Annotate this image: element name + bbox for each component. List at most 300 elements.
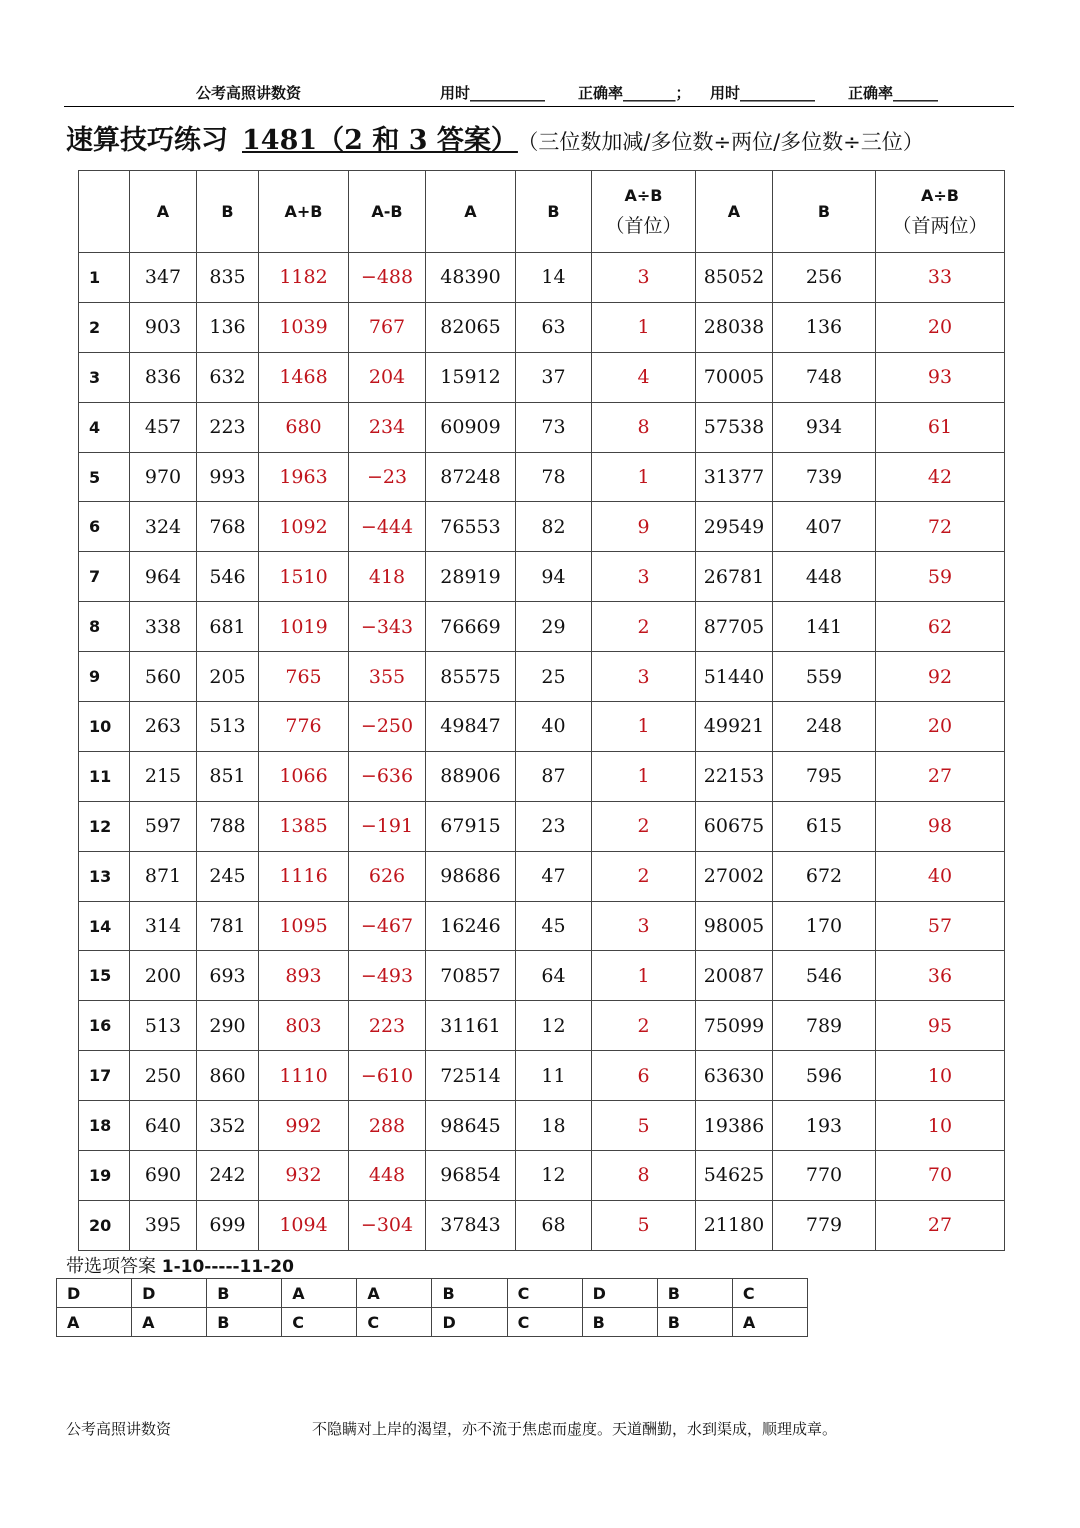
table-row xyxy=(79,602,1005,652)
table-cell: 19386 xyxy=(696,1101,773,1151)
option-answer-cell: D xyxy=(132,1279,207,1308)
table-cell: 72514 xyxy=(426,1051,516,1101)
table-cell: 248 xyxy=(773,702,876,752)
table-cell: 40 xyxy=(876,851,1005,901)
table-cell: 205 xyxy=(197,652,259,702)
column-header-label: A÷B xyxy=(624,186,663,205)
column-header-3 xyxy=(259,171,349,253)
option-answer-cell: C xyxy=(732,1279,807,1308)
header-accuracy-1: 正确率_______； xyxy=(578,84,691,102)
table-cell: 49921 xyxy=(696,702,773,752)
table-cell: 1 xyxy=(592,302,696,352)
table-cell: 68 xyxy=(516,1200,592,1250)
footer-brand: 公考高照讲数资 xyxy=(66,1420,172,1438)
table-cell: 223 xyxy=(349,1001,426,1051)
table-cell: 8 xyxy=(592,402,696,452)
table-cell: 14 xyxy=(516,253,592,303)
table-cell: 215 xyxy=(130,751,197,801)
row-index: 20 xyxy=(79,1200,130,1250)
table-cell: 96854 xyxy=(426,1151,516,1201)
table-cell: 49847 xyxy=(426,702,516,752)
option-answer-cell: C xyxy=(507,1308,582,1337)
table-cell: 98645 xyxy=(426,1101,516,1151)
row-index: 14 xyxy=(79,901,130,951)
header-time-2: 用时__________ xyxy=(710,84,816,102)
table-cell: 76669 xyxy=(426,602,516,652)
column-header-label: B xyxy=(547,201,560,221)
table-cell: 59 xyxy=(876,552,1005,602)
table-cell: 2 xyxy=(592,801,696,851)
table-cell: 78 xyxy=(516,452,592,502)
table-row xyxy=(79,851,1005,901)
table-cell: 200 xyxy=(130,951,197,1001)
table-cell: 836 xyxy=(130,352,197,402)
table-cell: 45 xyxy=(516,901,592,951)
table-cell: 768 xyxy=(197,502,259,552)
table-cell: 31377 xyxy=(696,452,773,502)
table-row xyxy=(79,1051,1005,1101)
option-answer-cell: D xyxy=(432,1308,507,1337)
table-cell: −444 xyxy=(349,502,426,552)
table-cell: 70 xyxy=(876,1151,1005,1201)
table-cell: 98005 xyxy=(696,901,773,951)
table-cell: 70005 xyxy=(696,352,773,402)
table-cell: 8 xyxy=(592,1151,696,1201)
title-number: 1481（2 和 3 答案） xyxy=(242,125,518,156)
page-footer xyxy=(66,1418,1006,1439)
table-cell: 835 xyxy=(197,253,259,303)
table-cell: −343 xyxy=(349,602,426,652)
header-divider xyxy=(64,106,1014,107)
column-header-sublabel: （首两位） xyxy=(892,215,988,237)
table-cell: 851 xyxy=(197,751,259,801)
table-cell: 699 xyxy=(197,1200,259,1250)
table-cell: 788 xyxy=(197,801,259,851)
table-cell: 347 xyxy=(130,253,197,303)
table-cell: 72 xyxy=(876,502,1005,552)
option-answer-cell: A xyxy=(357,1279,432,1308)
column-header-10 xyxy=(876,171,1005,253)
table-cell: 170 xyxy=(773,901,876,951)
table-cell: 1 xyxy=(592,702,696,752)
table-cell: 1 xyxy=(592,751,696,801)
table-cell: 680 xyxy=(259,402,349,452)
options-table xyxy=(56,1278,808,1337)
table-cell: 964 xyxy=(130,552,197,602)
table-row xyxy=(79,352,1005,402)
column-header-label: A xyxy=(156,201,170,221)
table-cell: 395 xyxy=(130,1200,197,1250)
table-cell: 615 xyxy=(773,801,876,851)
table-cell: 448 xyxy=(349,1151,426,1201)
table-cell: 193 xyxy=(773,1101,876,1151)
option-answer-cell: C xyxy=(282,1308,357,1337)
table-cell: 263 xyxy=(130,702,197,752)
table-row xyxy=(79,1101,1005,1151)
column-header-7 xyxy=(592,171,696,253)
column-header-label: A-B xyxy=(371,201,403,221)
table-cell: 87705 xyxy=(696,602,773,652)
table-cell: 18 xyxy=(516,1101,592,1151)
row-index: 3 xyxy=(79,352,130,402)
row-index: 10 xyxy=(79,702,130,752)
table-cell: 93 xyxy=(876,352,1005,402)
option-answer-cell: D xyxy=(582,1279,657,1308)
table-cell: 596 xyxy=(773,1051,876,1101)
table-cell: 57538 xyxy=(696,402,773,452)
row-index: 4 xyxy=(79,402,130,452)
table-cell: 970 xyxy=(130,452,197,502)
table-cell: 36 xyxy=(876,951,1005,1001)
table-cell: 314 xyxy=(130,901,197,951)
table-cell: 47 xyxy=(516,851,592,901)
table-cell: −191 xyxy=(349,801,426,851)
row-index: 19 xyxy=(79,1151,130,1201)
table-cell: 993 xyxy=(197,452,259,502)
table-cell: 87 xyxy=(516,751,592,801)
table-cell: 242 xyxy=(197,1151,259,1201)
table-cell: 3 xyxy=(592,652,696,702)
table-cell: 21180 xyxy=(696,1200,773,1250)
table-cell: 681 xyxy=(197,602,259,652)
table-cell: 22153 xyxy=(696,751,773,801)
row-index: 8 xyxy=(79,602,130,652)
table-cell: 28919 xyxy=(426,552,516,602)
column-header-label: B xyxy=(817,201,831,221)
options-title xyxy=(66,1252,294,1278)
table-cell: 1019 xyxy=(259,602,349,652)
table-cell: 934 xyxy=(773,402,876,452)
table-cell: 626 xyxy=(349,851,426,901)
table-cell: 5 xyxy=(592,1101,696,1151)
table-cell: 640 xyxy=(130,1101,197,1151)
table-row xyxy=(79,552,1005,602)
table-cell: 448 xyxy=(773,552,876,602)
table-cell: 288 xyxy=(349,1101,426,1151)
table-cell: 1039 xyxy=(259,302,349,352)
table-cell: 94 xyxy=(516,552,592,602)
table-cell: 76553 xyxy=(426,502,516,552)
table-cell: 62 xyxy=(876,602,1005,652)
table-cell: 789 xyxy=(773,1001,876,1051)
table-cell: 290 xyxy=(197,1001,259,1051)
table-cell: 204 xyxy=(349,352,426,402)
option-answer-cell: D xyxy=(57,1279,132,1308)
table-cell: 355 xyxy=(349,652,426,702)
table-row xyxy=(79,253,1005,303)
row-index: 12 xyxy=(79,801,130,851)
table-cell: 37843 xyxy=(426,1200,516,1250)
column-header-sublabel: （首位） xyxy=(605,215,682,237)
table-cell: 9 xyxy=(592,502,696,552)
table-cell: −488 xyxy=(349,253,426,303)
table-row xyxy=(79,502,1005,552)
table-row xyxy=(79,652,1005,702)
table-cell: 20087 xyxy=(696,951,773,1001)
page-header xyxy=(64,80,1014,104)
table-cell: 29 xyxy=(516,602,592,652)
table-cell: 27 xyxy=(876,1200,1005,1250)
column-header-label: A xyxy=(727,201,741,221)
table-cell: 338 xyxy=(130,602,197,652)
options-row xyxy=(57,1308,808,1337)
row-index: 16 xyxy=(79,1001,130,1051)
table-cell: 352 xyxy=(197,1101,259,1151)
table-cell: 1182 xyxy=(259,253,349,303)
options-row xyxy=(57,1279,808,1308)
table-cell: 1963 xyxy=(259,452,349,502)
table-cell: 85052 xyxy=(696,253,773,303)
table-cell: 136 xyxy=(197,302,259,352)
table-cell: 2 xyxy=(592,1001,696,1051)
table-cell: 739 xyxy=(773,452,876,502)
option-answer-cell: B xyxy=(432,1279,507,1308)
table-cell: 776 xyxy=(259,702,349,752)
table-cell: 324 xyxy=(130,502,197,552)
row-index: 6 xyxy=(79,502,130,552)
table-cell: 560 xyxy=(130,652,197,702)
table-cell: 63 xyxy=(516,302,592,352)
table-cell: 1110 xyxy=(259,1051,349,1101)
table-cell: 61 xyxy=(876,402,1005,452)
table-cell: 95 xyxy=(876,1001,1005,1051)
options-title-text: 带选项答案 xyxy=(66,1256,156,1277)
options-title-range: 1-10-----11-20 xyxy=(161,1257,294,1277)
table-cell: 85575 xyxy=(426,652,516,702)
practice-table xyxy=(78,170,1005,1251)
option-answer-cell: B xyxy=(582,1308,657,1337)
column-header-5 xyxy=(426,171,516,253)
title-subtitle: （三位数加减/多位数÷两位/多位数÷三位） xyxy=(527,130,924,154)
table-cell: 10 xyxy=(876,1101,1005,1151)
table-cell: 546 xyxy=(773,951,876,1001)
option-answer-cell: B xyxy=(657,1279,732,1308)
header-accuracy-2: 正确率______ xyxy=(848,84,939,102)
table-cell: 871 xyxy=(130,851,197,901)
table-cell: 2 xyxy=(592,602,696,652)
table-row xyxy=(79,302,1005,352)
table-cell: 12 xyxy=(516,1001,592,1051)
option-answer-cell: A xyxy=(57,1308,132,1337)
table-cell: 992 xyxy=(259,1101,349,1151)
table-cell: 20 xyxy=(876,702,1005,752)
table-cell: 23 xyxy=(516,801,592,851)
table-cell: 2 xyxy=(592,851,696,901)
table-cell: 60675 xyxy=(696,801,773,851)
row-index: 13 xyxy=(79,851,130,901)
table-cell: 25 xyxy=(516,652,592,702)
table-cell: −493 xyxy=(349,951,426,1001)
table-cell: 3 xyxy=(592,253,696,303)
table-cell: 250 xyxy=(130,1051,197,1101)
table-cell: 63630 xyxy=(696,1051,773,1101)
table-cell: 82065 xyxy=(426,302,516,352)
table-cell: 29549 xyxy=(696,502,773,552)
row-index: 15 xyxy=(79,951,130,1001)
table-cell: 903 xyxy=(130,302,197,352)
table-cell: 1 xyxy=(592,452,696,502)
row-index: 2 xyxy=(79,302,130,352)
table-cell: 1 xyxy=(592,951,696,1001)
table-cell: 1468 xyxy=(259,352,349,402)
column-header-label: A+B xyxy=(284,201,323,221)
table-cell: 75099 xyxy=(696,1001,773,1051)
column-header-label: A÷B xyxy=(921,186,959,205)
table-cell: 51440 xyxy=(696,652,773,702)
table-cell: −636 xyxy=(349,751,426,801)
table-cell: 418 xyxy=(349,552,426,602)
row-index: 9 xyxy=(79,652,130,702)
table-row xyxy=(79,901,1005,951)
header-brand: 公考高照讲数资 xyxy=(196,84,302,102)
footer-motto: 不隐瞒对上岸的渴望，亦不流于焦虑而虚度。天道酬勤，水到渠成，顺理成章。 xyxy=(312,1420,838,1438)
column-header-0 xyxy=(79,171,130,253)
table-cell: 1095 xyxy=(259,901,349,951)
table-cell: 70857 xyxy=(426,951,516,1001)
table-cell: 3 xyxy=(592,901,696,951)
row-index: 17 xyxy=(79,1051,130,1101)
column-header-label: A xyxy=(464,201,477,221)
table-cell: 40 xyxy=(516,702,592,752)
row-index: 5 xyxy=(79,452,130,502)
table-cell: 136 xyxy=(773,302,876,352)
table-cell: 223 xyxy=(197,402,259,452)
table-row xyxy=(79,402,1005,452)
option-answer-cell: B xyxy=(207,1308,282,1337)
table-cell: 20 xyxy=(876,302,1005,352)
table-cell: 513 xyxy=(130,1001,197,1051)
option-answer-cell: A xyxy=(732,1308,807,1337)
table-cell: 893 xyxy=(259,951,349,1001)
row-index: 18 xyxy=(79,1101,130,1151)
table-cell: 632 xyxy=(197,352,259,402)
table-cell: 781 xyxy=(197,901,259,951)
option-answer-cell: A xyxy=(132,1308,207,1337)
table-cell: −610 xyxy=(349,1051,426,1101)
table-cell: 693 xyxy=(197,951,259,1001)
table-cell: 1510 xyxy=(259,552,349,602)
option-answer-cell: C xyxy=(507,1279,582,1308)
table-cell: 15912 xyxy=(426,352,516,402)
table-row xyxy=(79,1001,1005,1051)
page-title xyxy=(66,118,1026,157)
table-cell: 33 xyxy=(876,253,1005,303)
table-row xyxy=(79,702,1005,752)
table-cell: 26781 xyxy=(696,552,773,602)
table-cell: 672 xyxy=(773,851,876,901)
table-cell: 767 xyxy=(349,302,426,352)
header-time-1: 用时__________ xyxy=(440,84,546,102)
table-row xyxy=(79,801,1005,851)
table-row xyxy=(79,951,1005,1001)
table-cell: 92 xyxy=(876,652,1005,702)
table-cell: 932 xyxy=(259,1151,349,1201)
table-row xyxy=(79,452,1005,502)
table-row xyxy=(79,1200,1005,1250)
table-cell: 31161 xyxy=(426,1001,516,1051)
table-cell: 765 xyxy=(259,652,349,702)
table-cell: 6 xyxy=(592,1051,696,1101)
row-index: 7 xyxy=(79,552,130,602)
table-cell: −304 xyxy=(349,1200,426,1250)
table-cell: 11 xyxy=(516,1051,592,1101)
table-cell: 16246 xyxy=(426,901,516,951)
table-body xyxy=(79,253,1005,1251)
table-cell: 54625 xyxy=(696,1151,773,1201)
table-cell: 3 xyxy=(592,552,696,602)
table-cell: 64 xyxy=(516,951,592,1001)
table-cell: 82 xyxy=(516,502,592,552)
table-cell: 803 xyxy=(259,1001,349,1051)
column-header-label: B xyxy=(221,201,234,221)
table-cell: 42 xyxy=(876,452,1005,502)
column-header-2 xyxy=(197,171,259,253)
table-cell: 860 xyxy=(197,1051,259,1101)
row-index: 11 xyxy=(79,751,130,801)
table-cell: 27 xyxy=(876,751,1005,801)
table-cell: 546 xyxy=(197,552,259,602)
table-cell: −467 xyxy=(349,901,426,951)
row-index: 1 xyxy=(79,253,130,303)
table-cell: 1066 xyxy=(259,751,349,801)
column-header-6 xyxy=(516,171,592,253)
table-cell: 245 xyxy=(197,851,259,901)
table-cell: 4 xyxy=(592,352,696,402)
option-answer-cell: A xyxy=(282,1279,357,1308)
table-cell: −250 xyxy=(349,702,426,752)
table-cell: 73 xyxy=(516,402,592,452)
table-cell: 88906 xyxy=(426,751,516,801)
table-cell: 1092 xyxy=(259,502,349,552)
table-row xyxy=(79,751,1005,801)
column-header-8 xyxy=(696,171,773,253)
table-cell: 559 xyxy=(773,652,876,702)
column-header-4 xyxy=(349,171,426,253)
table-cell: 770 xyxy=(773,1151,876,1201)
table-cell: 779 xyxy=(773,1200,876,1250)
table-cell: 513 xyxy=(197,702,259,752)
table-cell: 98 xyxy=(876,801,1005,851)
table-cell: 1094 xyxy=(259,1200,349,1250)
table-cell: 87248 xyxy=(426,452,516,502)
column-header-1 xyxy=(130,171,197,253)
table-cell: 1385 xyxy=(259,801,349,851)
table-cell: 234 xyxy=(349,402,426,452)
table-cell: 795 xyxy=(773,751,876,801)
table-cell: 10 xyxy=(876,1051,1005,1101)
table-cell: 748 xyxy=(773,352,876,402)
title-main: 速算技巧练习 xyxy=(66,125,228,156)
option-answer-cell: B xyxy=(207,1279,282,1308)
table-cell: 48390 xyxy=(426,253,516,303)
table-cell: 12 xyxy=(516,1151,592,1201)
table-cell: 5 xyxy=(592,1200,696,1250)
table-cell: 457 xyxy=(130,402,197,452)
table-cell: −23 xyxy=(349,452,426,502)
table-cell: 98686 xyxy=(426,851,516,901)
table-cell: 1116 xyxy=(259,851,349,901)
table-cell: 407 xyxy=(773,502,876,552)
table-header-row xyxy=(79,171,1005,253)
table-cell: 57 xyxy=(876,901,1005,951)
table-cell: 27002 xyxy=(696,851,773,901)
table-cell: 256 xyxy=(773,253,876,303)
table-cell: 141 xyxy=(773,602,876,652)
option-answer-cell: C xyxy=(357,1308,432,1337)
table-cell: 597 xyxy=(130,801,197,851)
table-cell: 67915 xyxy=(426,801,516,851)
table-cell: 60909 xyxy=(426,402,516,452)
